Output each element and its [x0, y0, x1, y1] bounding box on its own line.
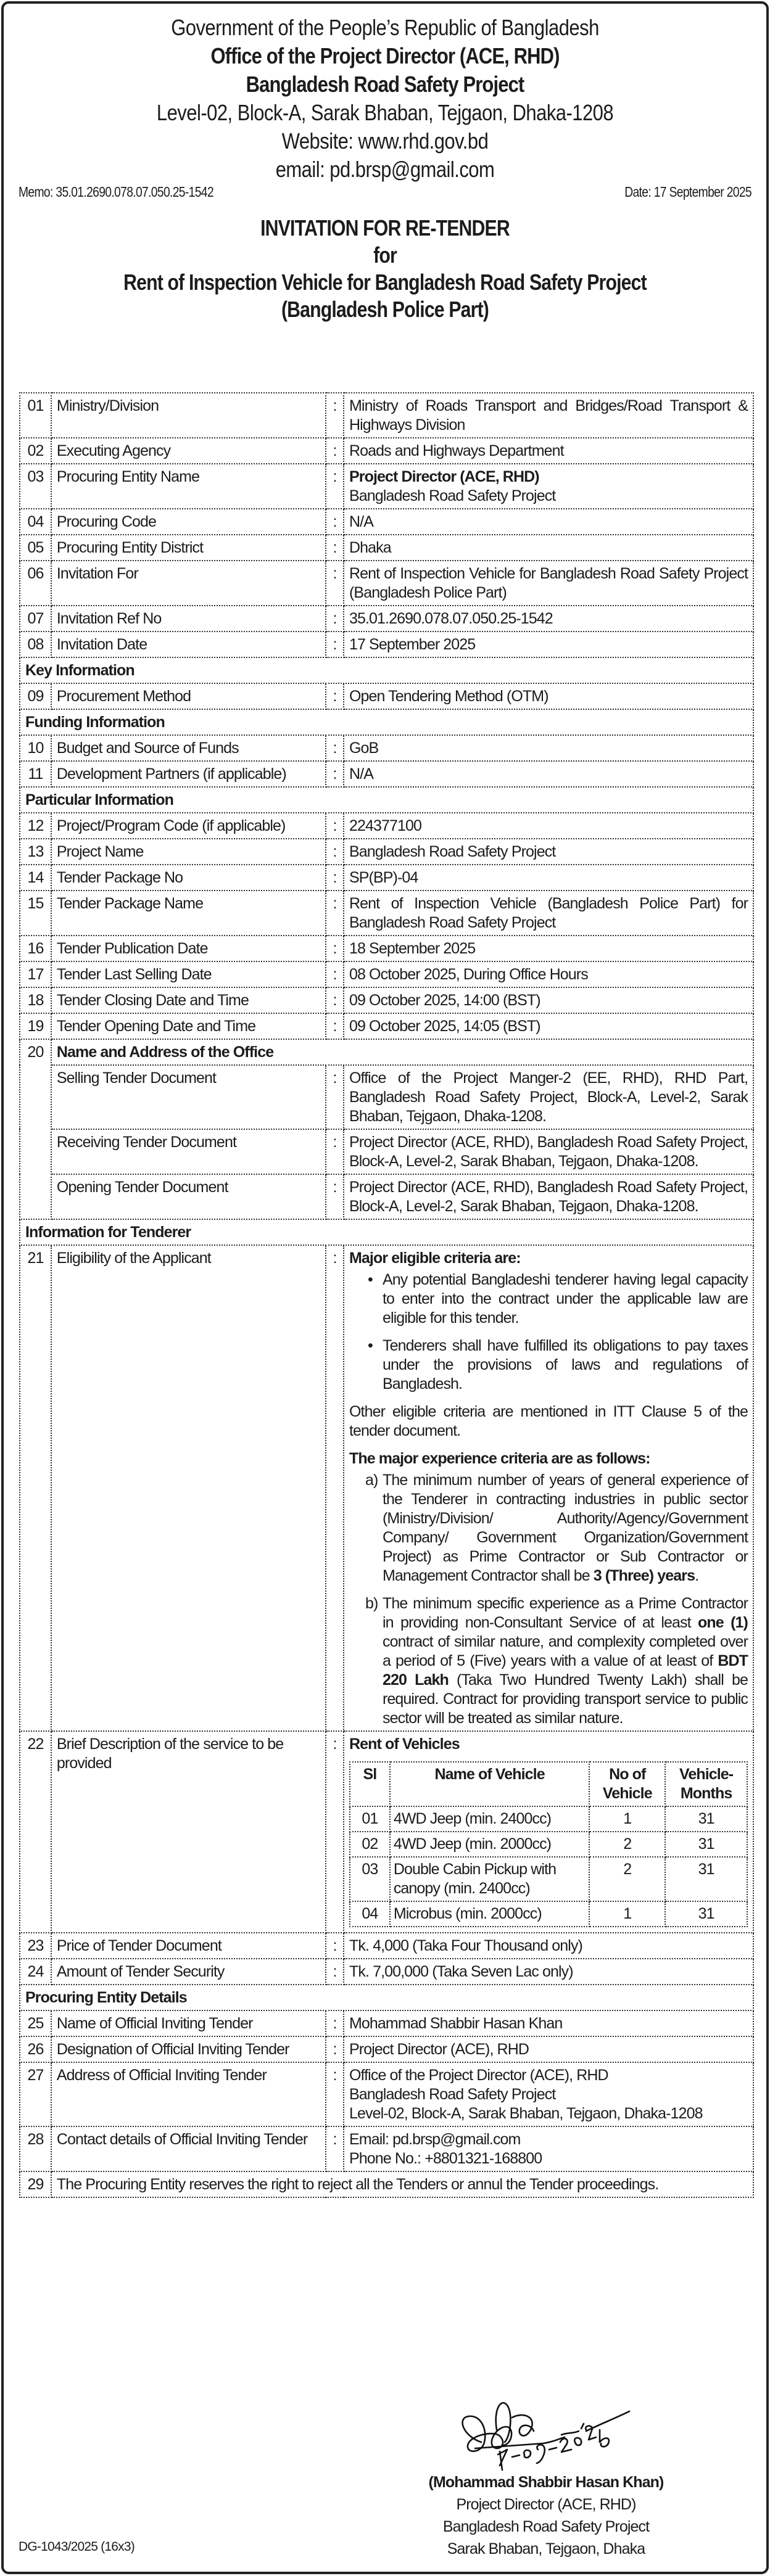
- memo-number: Memo: 35.01.2690.078.07.050.25-1542: [19, 184, 213, 200]
- row-number: 17: [20, 961, 51, 987]
- list-marker: a): [365, 1471, 378, 1489]
- row-label: Procurement Method: [51, 683, 326, 709]
- list-item: [349, 1471, 748, 1586]
- signatory-address: Sarak Bhaban, Tejgaon, Dhaka: [447, 2540, 645, 2557]
- row-number: 14: [20, 865, 51, 891]
- row-value: SP(BP)-04: [344, 865, 753, 891]
- colon: :: [326, 2010, 344, 2036]
- table-row: [20, 1065, 753, 1129]
- row-label: Amount of Tender Security: [51, 1959, 326, 1985]
- row-number: 06: [20, 561, 51, 606]
- section-funding-information: Funding Information: [20, 709, 753, 735]
- row-label: Invitation For: [51, 561, 326, 606]
- column-header-sl: Sl: [350, 1762, 390, 1806]
- memo-date: Date: 17 September 2025: [624, 184, 751, 200]
- other-criteria-note: Other eligible criteria are mentioned in ITT Clause 5 of the tender document.: [349, 1403, 748, 1439]
- colon: :: [326, 561, 344, 606]
- row-value: Project Director (ACE), RHD: [344, 2036, 753, 2062]
- table-row: [20, 839, 753, 865]
- colon: :: [326, 891, 344, 936]
- colon: :: [326, 936, 344, 961]
- row-value: Ministry of Roads Transport and Bridges/Road Transport & Highways Division: [344, 393, 753, 438]
- dg-reference-code: DG-1043/2025 (16x3): [19, 2540, 135, 2554]
- table-row: [20, 1039, 753, 1065]
- colon: :: [326, 813, 344, 839]
- vehicle-months: 31: [665, 1832, 747, 1857]
- colon: :: [326, 683, 344, 709]
- row-number: 10: [20, 735, 51, 761]
- email: email: pd.brsp@gmail.com: [275, 157, 495, 182]
- handwritten-signature-icon: [438, 2393, 660, 2473]
- vehicle-name: Microbus (min. 2000cc): [390, 1901, 590, 1927]
- contact-email: Email: pd.brsp@gmail.com: [349, 2131, 521, 2148]
- table-row: [20, 1174, 753, 1219]
- row-number: 09: [20, 683, 51, 709]
- row-label: Eligibility of the Applicant: [51, 1245, 326, 1731]
- colon: :: [326, 865, 344, 891]
- rent-of-vehicles-heading: Rent of Vehicles: [349, 1735, 460, 1753]
- criteria-text: contract of similar nature, and complexity completed over a period of 5 (Five) years with a value of at least of: [383, 1633, 748, 1669]
- colon: :: [326, 438, 344, 464]
- colon: :: [326, 1959, 344, 1985]
- row-value: Project Director (ACE, RHD), Bangladesh Road Safety Project, Block-A, Level-2, Sarak Bhaban, Tejgaon, Dhaka-1208.: [344, 1129, 753, 1174]
- colon: :: [326, 839, 344, 865]
- table-row: [20, 1933, 753, 1959]
- row-value: 09 October 2025, 14:05 (BST): [344, 1013, 753, 1039]
- signatory-name: (Mohammad Shabbir Hasan Khan): [428, 2474, 664, 2491]
- row-label: Procuring Code: [51, 509, 326, 535]
- table-row: [20, 509, 753, 535]
- vehicle-count: 2: [589, 1857, 665, 1901]
- row-value: N/A: [344, 509, 753, 535]
- vehicle-months: 31: [665, 1806, 747, 1832]
- experience-criteria-list: [349, 1471, 748, 1728]
- vehicle-row: [350, 1857, 747, 1901]
- row-label: Price of Tender Document: [51, 1933, 326, 1959]
- row-label: Procuring Entity District: [51, 535, 326, 561]
- table-row: [20, 891, 753, 936]
- table-row: [20, 936, 753, 961]
- address-line: Office of the Project Director (ACE), RHD: [349, 2067, 608, 2084]
- row-number: 08: [20, 632, 51, 657]
- vehicle-name: Double Cabin Pickup with canopy (min. 2400cc): [390, 1857, 590, 1901]
- contact-details: [344, 2126, 753, 2171]
- vehicle-count: 1: [589, 1901, 665, 1927]
- row-value: [344, 464, 753, 509]
- row-number: 05: [20, 535, 51, 561]
- list-marker: b): [365, 1595, 378, 1612]
- row-number: 01: [20, 393, 51, 438]
- signatory-project: Bangladesh Road Safety Project: [442, 2518, 650, 2535]
- row-value: 224377100: [344, 813, 753, 839]
- procuring-entity-title: Project Director (ACE, RHD): [349, 468, 539, 485]
- table-row: [20, 535, 753, 561]
- section-header-row: [20, 787, 753, 813]
- signatory-designation: Project Director (ACE, RHD): [456, 2496, 636, 2513]
- row-value: Tk. 4,000 (Taka Four Thousand only): [344, 1933, 753, 1959]
- row-label: Tender Opening Date and Time: [51, 1013, 326, 1039]
- website: Website: www.rhd.gov.bd: [281, 128, 489, 154]
- row-value: 35.01.2690.078.07.050.25-1542: [344, 606, 753, 632]
- colon: :: [326, 393, 344, 438]
- vehicle-sl: 03: [350, 1857, 390, 1901]
- row-value: Mohammad Shabbir Hasan Khan: [344, 2010, 753, 2036]
- row-number: 04: [20, 509, 51, 535]
- table-row: [20, 438, 753, 464]
- column-header-no-of-vehicle: No of Vehicle: [589, 1762, 665, 1806]
- row-label: Tender Package Name: [51, 891, 326, 936]
- vehicle-sl: 02: [350, 1832, 390, 1857]
- table-row: [20, 735, 753, 761]
- table-row: [20, 1731, 753, 1933]
- title-line-3: Rent of Inspection Vehicle for Bangladesh Road Safety Project: [123, 270, 647, 295]
- colon: :: [326, 987, 344, 1013]
- row-value: Dhaka: [344, 535, 753, 561]
- row-value: 09 October 2025, 14:00 (BST): [344, 987, 753, 1013]
- memo-row: [19, 184, 751, 200]
- colon: :: [326, 2126, 344, 2171]
- table-row: [20, 683, 753, 709]
- row-number: 28: [20, 2126, 51, 2171]
- signature-area: [395, 2393, 703, 2479]
- table-row: [20, 2010, 753, 2036]
- vehicle-table: [349, 1761, 748, 1927]
- colon: :: [326, 464, 344, 509]
- vehicle-sl: 04: [350, 1901, 390, 1927]
- row-value: Rent of Inspection Vehicle (Bangladesh Police Part) for Bangladesh Road Safety Project: [344, 891, 753, 936]
- colon: :: [326, 2036, 344, 2062]
- tender-details-table: [19, 392, 754, 2198]
- row-value: Office of the Project Manger-2 (EE, RHD), RHD Part, Bangladesh Road Safety Project, Block-A, Level-2, Sarak Bhaban, Tejgaon, Dhaka-1208.: [344, 1065, 753, 1129]
- row-value: Roads and Highways Department: [344, 438, 753, 464]
- tender-title: [0, 215, 770, 323]
- letterhead: [0, 14, 770, 184]
- section-information-for-tenderer: Information for Tenderer: [20, 1219, 753, 1245]
- section-procuring-entity-details: Procuring Entity Details: [20, 1985, 753, 2010]
- section-header-row: [20, 709, 753, 735]
- table-row: [20, 606, 753, 632]
- row-label: Tender Publication Date: [51, 936, 326, 961]
- colon: :: [326, 1174, 344, 1219]
- row-label: Tender Package No: [51, 865, 326, 891]
- criteria-emphasis: BDT 220 Lakh: [383, 1652, 748, 1689]
- table-row: [20, 1245, 753, 1731]
- table-row: [20, 1129, 753, 1174]
- table-row: [20, 865, 753, 891]
- colon: :: [326, 606, 344, 632]
- row-value: Rent of Inspection Vehicle for Bangladesh Road Safety Project (Bangladesh Police Part): [344, 561, 753, 606]
- row-label: Opening Tender Document: [51, 1174, 326, 1219]
- row-label: Invitation Date: [51, 632, 326, 657]
- colon: :: [326, 509, 344, 535]
- eligibility-bullet-list: [349, 1270, 748, 1394]
- experience-criteria-heading: The major experience criteria are as follows:: [349, 1450, 650, 1467]
- row-label: Invitation Ref No: [51, 606, 326, 632]
- row-value: Open Tendering Method (OTM): [344, 683, 753, 709]
- vehicle-table-header: [350, 1762, 747, 1806]
- section-header-row: [20, 1219, 753, 1245]
- row-value: 18 September 2025: [344, 936, 753, 961]
- row-number: 03: [20, 464, 51, 509]
- colon: :: [326, 1245, 344, 1731]
- row-number: 11: [20, 761, 51, 787]
- row-label: Name of Official Inviting Tender: [51, 2010, 326, 2036]
- row-label: Tender Last Selling Date: [51, 961, 326, 987]
- colon: :: [326, 1065, 344, 1129]
- service-description: [344, 1731, 753, 1933]
- row-value: GoB: [344, 735, 753, 761]
- row-number: 19: [20, 1013, 51, 1039]
- row-number: 27: [20, 2062, 51, 2126]
- project-name: Bangladesh Road Safety Project: [246, 72, 524, 97]
- row-label: Budget and Source of Funds: [51, 735, 326, 761]
- criteria-text: The minimum specific experience as a Prime Contractor in providing non-Consultant Service of at least: [383, 1595, 748, 1631]
- signatory-block: [383, 2471, 710, 2560]
- list-item: • Tenderers shall have fulfilled its obligations to pay taxes under the provisions of laws and regulations of Bangladesh.: [349, 1336, 748, 1394]
- row-number: 21: [20, 1245, 51, 1731]
- title-line-2: for: [373, 242, 397, 268]
- criteria-emphasis: one (1): [698, 1614, 748, 1631]
- row-label: Brief Description of the service to be provided: [51, 1731, 326, 1933]
- row-label: Contact details of Official Inviting Tender: [51, 2126, 326, 2171]
- row-label: Executing Agency: [51, 438, 326, 464]
- eligibility-criteria: [344, 1245, 753, 1731]
- table-row: [20, 632, 753, 657]
- row-label: Tender Closing Date and Time: [51, 987, 326, 1013]
- row-value: N/A: [344, 761, 753, 787]
- colon: :: [326, 2062, 344, 2126]
- vehicle-count: 2: [589, 1832, 665, 1857]
- row-label: Procuring Entity Name: [51, 464, 326, 509]
- row-label: Receiving Tender Document: [51, 1129, 326, 1174]
- table-row: [20, 1959, 753, 1985]
- contact-phone: Phone No.: +8801321-168800: [349, 2150, 542, 2167]
- row-number: 16: [20, 936, 51, 961]
- table-row: [20, 987, 753, 1013]
- row-number: 23: [20, 1933, 51, 1959]
- row-label: Address of Official Inviting Tender: [51, 2062, 326, 2126]
- table-row: [20, 561, 753, 606]
- government-name: Government of the People’s Republic of Bangladesh: [171, 15, 599, 40]
- row-number: 29: [20, 2171, 51, 2197]
- colon: :: [326, 1731, 344, 1933]
- colon: :: [326, 1933, 344, 1959]
- colon: :: [326, 761, 344, 787]
- row-number: 12: [20, 813, 51, 839]
- colon: :: [326, 735, 344, 761]
- vehicle-row: [350, 1832, 747, 1857]
- row-number: 22: [20, 1731, 51, 1933]
- office-name: Office of the Project Director (ACE, RHD): [210, 43, 560, 68]
- vehicle-count: 1: [589, 1806, 665, 1832]
- colon: :: [326, 535, 344, 561]
- row-number: 26: [20, 2036, 51, 2062]
- row-value: Project Director (ACE, RHD), Bangladesh Road Safety Project, Block-A, Level-2, Sarak Bhaban, Tejgaon, Dhaka-1208.: [344, 1174, 753, 1219]
- section-key-information: Key Information: [20, 657, 753, 683]
- vehicle-row: [350, 1901, 747, 1927]
- vehicle-sl: 01: [350, 1806, 390, 1832]
- table-row: [20, 2062, 753, 2126]
- vehicle-row: [350, 1806, 747, 1832]
- address-line: Level-02, Block-A, Sarak Bhaban, Tejgaon, Dhaka-1208: [349, 2105, 703, 2122]
- row-label: Selling Tender Document: [51, 1065, 326, 1129]
- row-value: Bangladesh Road Safety Project: [344, 839, 753, 865]
- table-row: [20, 1013, 753, 1039]
- row-number: 07: [20, 606, 51, 632]
- row-label: Project/Program Code (if applicable): [51, 813, 326, 839]
- row-number: 18: [20, 987, 51, 1013]
- colon: :: [326, 632, 344, 657]
- official-address: [344, 2062, 753, 2126]
- row-value: 08 October 2025, During Office Hours: [344, 961, 753, 987]
- vehicle-months: 31: [665, 1901, 747, 1927]
- criteria-emphasis: 3 (Three) years: [593, 1567, 695, 1584]
- row-number: 13: [20, 839, 51, 865]
- section-particular-information: Particular Information: [20, 787, 753, 813]
- table-row: [20, 2036, 753, 2062]
- row-number: 15: [20, 891, 51, 936]
- row-number: 20: [20, 1039, 51, 1219]
- row-number: 02: [20, 438, 51, 464]
- reservation-clause: The Procuring Entity reserves the right to reject all the Tenders or annul the Tender proceedings.: [51, 2171, 753, 2197]
- criteria-text: (Taka Two Hundred Twenty Lakh) shall be required. Contract for providing transport service to public sector will be treated as similar nature.: [383, 1671, 748, 1727]
- row-number: 24: [20, 1959, 51, 1985]
- table-row: [20, 2126, 753, 2171]
- row-value: 17 September 2025: [344, 632, 753, 657]
- colon: :: [326, 1129, 344, 1174]
- colon: :: [326, 961, 344, 987]
- row-label: Development Partners (if applicable): [51, 761, 326, 787]
- address-line: Bangladesh Road Safety Project: [349, 2086, 556, 2103]
- list-item: [349, 1594, 748, 1728]
- row-label: Project Name: [51, 839, 326, 865]
- office-address-heading: Name and Address of the Office: [51, 1039, 753, 1065]
- table-row: [20, 761, 753, 787]
- vehicle-name: 4WD Jeep (min. 2400cc): [390, 1806, 590, 1832]
- criteria-text: The minimum number of years of general experience of the Tenderer in contracting industries in public sector (Ministry/Division/ Authority/Agency/Government Company/ Government Organization/Government Project) as Prime Contractor or Sub Contractor or Management Contractor shall be: [383, 1471, 748, 1584]
- table-row: [20, 393, 753, 438]
- procuring-entity-project: Bangladesh Road Safety Project: [349, 487, 556, 504]
- section-header-row: [20, 1985, 753, 2010]
- criteria-text: .: [695, 1567, 699, 1584]
- table-row: [20, 813, 753, 839]
- vehicle-months: 31: [665, 1857, 747, 1901]
- table-row: [20, 464, 753, 509]
- row-value: Tk. 7,00,000 (Taka Seven Lac only): [344, 1959, 753, 1985]
- table-row: [20, 961, 753, 987]
- eligible-criteria-heading: Major eligible criteria are:: [349, 1249, 521, 1267]
- row-label: Ministry/Division: [51, 393, 326, 438]
- column-header-vehicle-name: Name of Vehicle: [390, 1762, 590, 1806]
- vehicle-name: 4WD Jeep (min. 2000cc): [390, 1832, 590, 1857]
- table-row: [20, 2171, 753, 2197]
- office-address: Level-02, Block-A, Sarak Bhaban, Tejgaon, Dhaka-1208: [156, 100, 614, 125]
- row-label: Designation of Official Inviting Tender: [51, 2036, 326, 2062]
- title-line-1: INVITATION FOR RE-TENDER: [260, 215, 510, 241]
- row-number: 25: [20, 2010, 51, 2036]
- title-line-4: (Bangladesh Police Part): [281, 297, 489, 322]
- list-item: • Any potential Bangladeshi tenderer having legal capacity to enter into the contract under the applicable law are eligible for this tender.: [349, 1270, 748, 1328]
- column-header-vehicle-months: Vehicle-Months: [665, 1762, 747, 1806]
- colon: :: [326, 1013, 344, 1039]
- section-header-row: [20, 657, 753, 683]
